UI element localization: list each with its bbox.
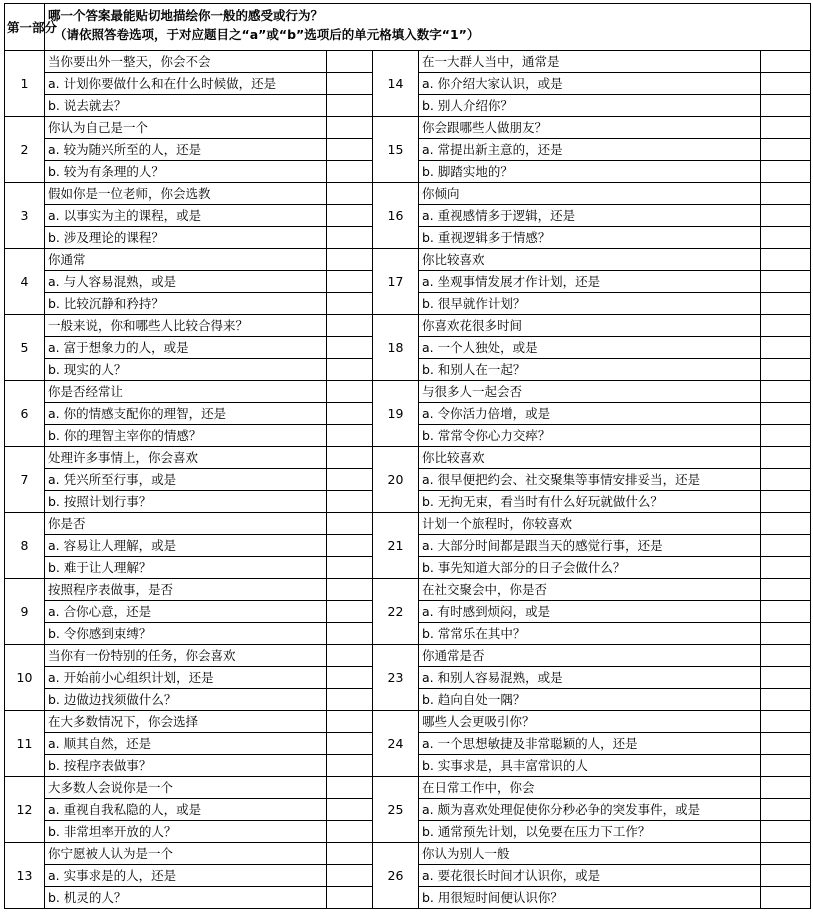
questionnaire-table xyxy=(4,3,811,909)
answer-cell-blank[interactable] xyxy=(761,645,811,667)
option-b: b. 常常令你心力交瘁？ xyxy=(419,425,761,447)
option-b: b. 实事求是，具丰富常识的人 xyxy=(419,755,761,777)
question-number: 13 xyxy=(5,843,45,909)
option-b: b. 难于让人理解？ xyxy=(45,557,327,579)
answer-cell-a[interactable] xyxy=(761,403,811,425)
instruction-line-1: 哪一个答案最能贴切地描绘你一般的感受或行为？ xyxy=(48,8,324,23)
option-a: a. 较为随兴所至的人，还是 xyxy=(45,139,327,161)
question-row xyxy=(5,513,811,535)
question-number: 4 xyxy=(5,249,45,315)
question-number: 22 xyxy=(373,579,419,645)
answer-cell-a[interactable] xyxy=(761,337,811,359)
header-row xyxy=(5,4,811,51)
option-a: a. 要花很长时间才认识你，或是 xyxy=(419,865,761,887)
option-b: b. 很早就作计划？ xyxy=(419,293,761,315)
question-number: 6 xyxy=(5,381,45,447)
question-prompt: 与很多人一起会否 xyxy=(419,381,761,403)
answer-cell-a[interactable] xyxy=(761,733,811,755)
question-number: 16 xyxy=(373,183,419,249)
answer-cell-b[interactable] xyxy=(761,161,811,183)
option-a: a. 一个思想敏捷及非常聪颖的人，还是 xyxy=(419,733,761,755)
answer-cell-b[interactable] xyxy=(327,755,373,777)
option-a: a. 有时感到烦闷，或是 xyxy=(419,601,761,623)
section-label: 第一部分 xyxy=(5,4,45,51)
option-b: b. 说去就去？ xyxy=(45,95,327,117)
answer-cell-a[interactable] xyxy=(327,205,373,227)
question-prompt: 你是否经常让 xyxy=(45,381,327,403)
answer-cell-b[interactable] xyxy=(761,359,811,381)
answer-cell-blank[interactable] xyxy=(327,51,373,73)
answer-cell-blank[interactable] xyxy=(327,711,373,733)
question-number: 15 xyxy=(373,117,419,183)
answer-cell-a[interactable] xyxy=(327,403,373,425)
question-prompt: 计划一个旅程时，你较喜欢 xyxy=(419,513,761,535)
option-b: b. 较为有条理的人？ xyxy=(45,161,327,183)
option-b: b. 你的理智主宰你的情感？ xyxy=(45,425,327,447)
option-b: b. 重视逻辑多于情感？ xyxy=(419,227,761,249)
answer-cell-blank[interactable] xyxy=(761,315,811,337)
answer-cell-a[interactable] xyxy=(761,601,811,623)
answer-cell-b[interactable] xyxy=(761,95,811,117)
answer-cell-blank[interactable] xyxy=(761,51,811,73)
question-number: 11 xyxy=(5,711,45,777)
option-a: a. 一个人独处，或是 xyxy=(419,337,761,359)
question-prompt: 你认为自己是一个 xyxy=(45,117,327,139)
option-a: a. 和别人容易混熟，或是 xyxy=(419,667,761,689)
option-a: a. 凭兴所至行事，或是 xyxy=(45,469,327,491)
question-number: 23 xyxy=(373,645,419,711)
answer-cell-b[interactable] xyxy=(327,359,373,381)
answer-cell-a[interactable] xyxy=(327,469,373,491)
question-number: 3 xyxy=(5,183,45,249)
answer-cell-b[interactable] xyxy=(327,293,373,315)
answer-cell-a[interactable] xyxy=(761,865,811,887)
answer-cell-a[interactable] xyxy=(761,667,811,689)
question-prompt: 你会跟哪些人做朋友？ xyxy=(419,117,761,139)
answer-cell-a[interactable] xyxy=(327,799,373,821)
instruction-line-2: （请依照答卷选项，于对应题目之“a”或“b”选项后的单元格填入数字“1”） xyxy=(54,27,480,42)
option-a: a. 大部分时间都是跟当天的感觉行事，还是 xyxy=(419,535,761,557)
question-number: 17 xyxy=(373,249,419,315)
answer-cell-a[interactable] xyxy=(761,139,811,161)
answer-cell-a[interactable] xyxy=(761,271,811,293)
answer-cell-a[interactable] xyxy=(327,667,373,689)
answer-cell-a[interactable] xyxy=(761,469,811,491)
option-b: b. 无拘无束，看当时有什么好玩就做什么？ xyxy=(419,491,761,513)
question-row xyxy=(5,51,811,73)
option-b: b. 现实的人？ xyxy=(45,359,327,381)
answer-cell-blank[interactable] xyxy=(761,117,811,139)
answer-cell-a[interactable] xyxy=(327,535,373,557)
answer-cell-blank[interactable] xyxy=(761,843,811,865)
answer-cell-blank[interactable] xyxy=(761,711,811,733)
answer-cell-blank[interactable] xyxy=(761,579,811,601)
option-a: a. 实事求是的人，还是 xyxy=(45,865,327,887)
answer-cell-a[interactable] xyxy=(327,865,373,887)
question-row xyxy=(5,117,811,139)
answer-cell-blank[interactable] xyxy=(761,777,811,799)
answer-cell-blank[interactable] xyxy=(327,843,373,865)
answer-cell-b[interactable] xyxy=(761,425,811,447)
option-b: b. 涉及理论的课程？ xyxy=(45,227,327,249)
answer-cell-b[interactable] xyxy=(327,887,373,909)
question-prompt: 你宁愿被人认为是一个 xyxy=(45,843,327,865)
option-b: b. 机灵的人？ xyxy=(45,887,327,909)
option-a: a. 常提出新主意的，还是 xyxy=(419,139,761,161)
question-prompt: 在日常工作中，你会 xyxy=(419,777,761,799)
answer-cell-b[interactable] xyxy=(761,491,811,513)
option-b: b. 按照计划行事？ xyxy=(45,491,327,513)
option-b: b. 趋向自处一隅？ xyxy=(419,689,761,711)
question-row xyxy=(5,645,811,667)
answer-cell-a[interactable] xyxy=(761,535,811,557)
question-prompt: 一般来说，你和哪些人比较合得来？ xyxy=(45,315,327,337)
option-a: a. 重视自我私隐的人，或是 xyxy=(45,799,327,821)
option-a: a. 顺其自然，还是 xyxy=(45,733,327,755)
answer-cell-b[interactable] xyxy=(327,623,373,645)
instruction-cell xyxy=(45,4,811,51)
answer-cell-b[interactable] xyxy=(761,623,811,645)
answer-cell-a[interactable] xyxy=(327,271,373,293)
question-number: 20 xyxy=(373,447,419,513)
option-a: a. 富于想象力的人，或是 xyxy=(45,337,327,359)
option-a: a. 与人容易混熟，或是 xyxy=(45,271,327,293)
answer-cell-a[interactable] xyxy=(761,799,811,821)
question-row xyxy=(5,447,811,469)
answer-cell-a[interactable] xyxy=(327,733,373,755)
question-prompt: 你认为别人一般 xyxy=(419,843,761,865)
question-number: 14 xyxy=(373,51,419,117)
answer-cell-a[interactable] xyxy=(327,337,373,359)
answer-cell-b[interactable] xyxy=(761,293,811,315)
answer-cell-blank[interactable] xyxy=(327,315,373,337)
question-row xyxy=(5,183,811,205)
answer-cell-blank[interactable] xyxy=(327,381,373,403)
option-b: b. 通常预先计划，以免要在压力下工作？ xyxy=(419,821,761,843)
question-number: 21 xyxy=(373,513,419,579)
answer-cell-b[interactable] xyxy=(761,755,811,777)
answer-cell-b[interactable] xyxy=(327,821,373,843)
option-a: a. 坐观事情发展才作计划，还是 xyxy=(419,271,761,293)
answer-cell-a[interactable] xyxy=(327,73,373,95)
question-number: 25 xyxy=(373,777,419,843)
question-prompt: 你比较喜欢 xyxy=(419,447,761,469)
question-prompt: 你通常是否 xyxy=(419,645,761,667)
answer-cell-b[interactable] xyxy=(761,689,811,711)
answer-cell-a[interactable] xyxy=(761,205,811,227)
option-a: a. 颇为喜欢处理促使你分秒必争的突发事件，或是 xyxy=(419,799,761,821)
question-prompt: 在一大群人当中，通常是 xyxy=(419,51,761,73)
answer-cell-blank[interactable] xyxy=(761,513,811,535)
answer-cell-blank[interactable] xyxy=(327,447,373,469)
question-prompt: 你是否 xyxy=(45,513,327,535)
answer-cell-blank[interactable] xyxy=(327,645,373,667)
question-prompt: 哪些人会更吸引你？ xyxy=(419,711,761,733)
question-number: 9 xyxy=(5,579,45,645)
question-number: 26 xyxy=(373,843,419,909)
question-number: 12 xyxy=(5,777,45,843)
answer-cell-b[interactable] xyxy=(327,227,373,249)
answer-cell-blank[interactable] xyxy=(761,183,811,205)
option-b: b. 脚踏实地的？ xyxy=(419,161,761,183)
answer-cell-blank[interactable] xyxy=(761,381,811,403)
question-prompt: 假如你是一位老师，你会选教 xyxy=(45,183,327,205)
answer-cell-blank[interactable] xyxy=(327,777,373,799)
option-a: a. 重视感情多于逻辑，还是 xyxy=(419,205,761,227)
question-number: 1 xyxy=(5,51,45,117)
answer-cell-blank[interactable] xyxy=(327,117,373,139)
question-prompt: 在大多数情况下，你会选择 xyxy=(45,711,327,733)
option-b: b. 用很短时间便认识你？ xyxy=(419,887,761,909)
answer-cell-a[interactable] xyxy=(761,73,811,95)
option-b: b. 别人介绍你？ xyxy=(419,95,761,117)
option-b: b. 比较沉静和矜持？ xyxy=(45,293,327,315)
question-row xyxy=(5,315,811,337)
answer-cell-blank[interactable] xyxy=(327,249,373,271)
answer-cell-b[interactable] xyxy=(761,887,811,909)
answer-cell-b[interactable] xyxy=(327,95,373,117)
question-prompt: 在社交聚会中，你是否 xyxy=(419,579,761,601)
answer-cell-blank[interactable] xyxy=(327,513,373,535)
question-row xyxy=(5,249,811,271)
answer-cell-b[interactable] xyxy=(327,161,373,183)
answer-cell-a[interactable] xyxy=(327,139,373,161)
option-a: a. 令你活力倍增，或是 xyxy=(419,403,761,425)
answer-cell-b[interactable] xyxy=(761,557,811,579)
question-prompt: 你喜欢花很多时间 xyxy=(419,315,761,337)
option-b: b. 令你感到束缚？ xyxy=(45,623,327,645)
option-a: a. 你介绍大家认识，或是 xyxy=(419,73,761,95)
question-row xyxy=(5,711,811,733)
answer-cell-b[interactable] xyxy=(327,425,373,447)
question-prompt: 当你有一份特别的任务，你会喜欢 xyxy=(45,645,327,667)
question-row xyxy=(5,381,811,403)
option-a: a. 很早便把约会、社交聚集等事情安排妥当，还是 xyxy=(419,469,761,491)
answer-cell-b[interactable] xyxy=(761,227,811,249)
question-prompt: 你比较喜欢 xyxy=(419,249,761,271)
question-number: 24 xyxy=(373,711,419,777)
answer-cell-blank[interactable] xyxy=(761,447,811,469)
option-b: b. 常常乐在其中？ xyxy=(419,623,761,645)
option-a: a. 合你心意，还是 xyxy=(45,601,327,623)
answer-cell-b[interactable] xyxy=(327,491,373,513)
option-a: a. 以事实为主的课程，或是 xyxy=(45,205,327,227)
option-b: b. 和别人在一起？ xyxy=(419,359,761,381)
option-a: a. 容易让人理解，或是 xyxy=(45,535,327,557)
answer-cell-blank[interactable] xyxy=(327,579,373,601)
question-row xyxy=(5,843,811,865)
question-number: 7 xyxy=(5,447,45,513)
question-number: 5 xyxy=(5,315,45,381)
option-b: b. 非常坦率开放的人？ xyxy=(45,821,327,843)
question-number: 10 xyxy=(5,645,45,711)
question-prompt: 按照程序表做事，是否 xyxy=(45,579,327,601)
option-b: b. 事先知道大部分的日子会做什么？ xyxy=(419,557,761,579)
answer-cell-b[interactable] xyxy=(761,821,811,843)
answer-cell-a[interactable] xyxy=(327,601,373,623)
question-number: 19 xyxy=(373,381,419,447)
option-a: a. 你的情感支配你的理智，还是 xyxy=(45,403,327,425)
answer-cell-blank[interactable] xyxy=(761,249,811,271)
option-a: a. 开始前小心组织计划，还是 xyxy=(45,667,327,689)
answer-cell-b[interactable] xyxy=(327,689,373,711)
option-a: a. 计划你要做什么和在什么时候做，还是 xyxy=(45,73,327,95)
question-prompt: 你通常 xyxy=(45,249,327,271)
question-prompt: 你倾向 xyxy=(419,183,761,205)
answer-cell-b[interactable] xyxy=(327,557,373,579)
question-number: 8 xyxy=(5,513,45,579)
question-prompt: 当你要出外一整天，你会不会 xyxy=(45,51,327,73)
question-prompt: 大多数人会说你是一个 xyxy=(45,777,327,799)
question-number: 18 xyxy=(373,315,419,381)
option-b: b. 边做边找须做什么？ xyxy=(45,689,327,711)
answer-cell-blank[interactable] xyxy=(327,183,373,205)
option-b: b. 按程序表做事？ xyxy=(45,755,327,777)
question-prompt: 处理许多事情上，你会喜欢 xyxy=(45,447,327,469)
question-row xyxy=(5,579,811,601)
question-row xyxy=(5,777,811,799)
question-number: 2 xyxy=(5,117,45,183)
